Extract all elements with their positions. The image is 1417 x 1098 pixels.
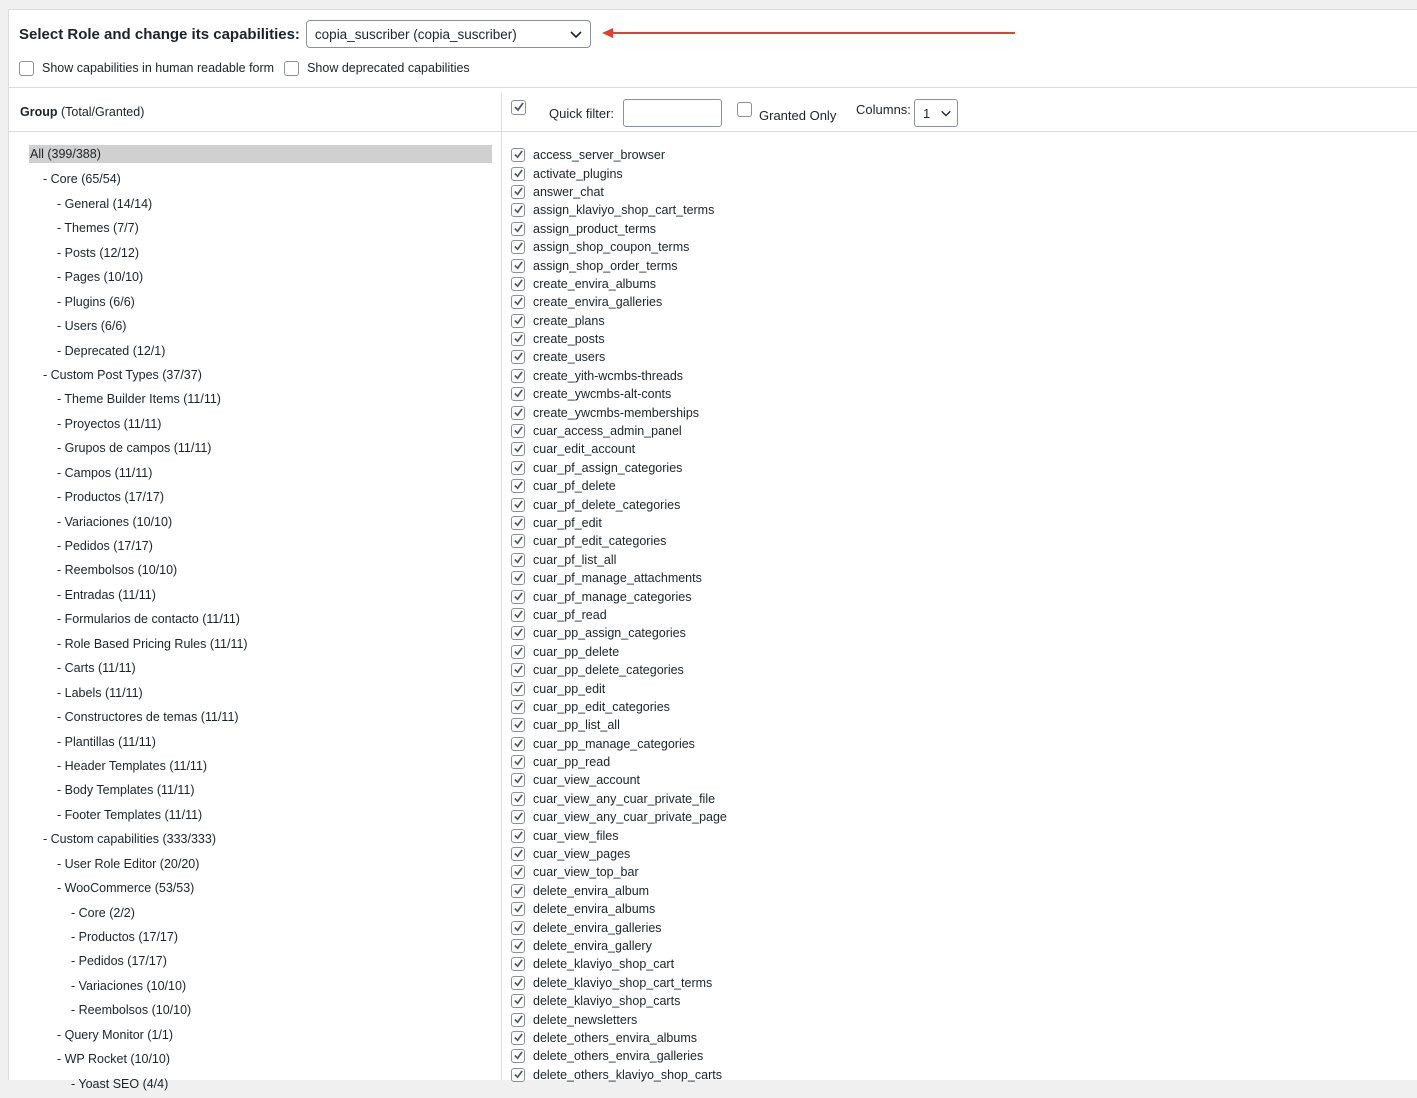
checkmark-icon: [513, 278, 524, 289]
role-select-label: Select Role and change its capabilities:: [19, 26, 300, 43]
capability-checkbox[interactable]: [511, 829, 525, 843]
capability-label: delete_klaviyo_shop_cart: [533, 957, 674, 971]
capability-checkbox[interactable]: [511, 957, 525, 971]
group-item[interactable]: - Reembolsos (10/10): [29, 1000, 492, 1024]
capability-checkbox[interactable]: [511, 755, 525, 769]
capability-item: [511, 477, 727, 495]
capability-label: delete_klaviyo_shop_cart_terms: [533, 976, 712, 990]
checkmark-icon: [513, 370, 524, 381]
deprecated-checkbox[interactable]: [284, 61, 299, 76]
checkmark-icon: [513, 149, 524, 160]
checkmark-icon: [513, 223, 524, 234]
checkmark-icon: [513, 296, 524, 307]
group-item[interactable]: - Custom Post Types (37/37): [29, 365, 492, 389]
checkmark-icon: [513, 168, 524, 179]
checkmark-icon: [513, 1032, 524, 1043]
capability-label: cuar_pp_manage_categories: [533, 737, 695, 751]
checkmark-icon: [513, 462, 524, 473]
capability-item: [511, 551, 727, 569]
capability-item: [511, 606, 727, 624]
capability-label: cuar_pf_assign_categories: [533, 461, 682, 475]
capability-label: assign_shop_coupon_terms: [533, 240, 689, 254]
columns-select[interactable]: [914, 99, 958, 127]
capability-checkbox[interactable]: [511, 773, 525, 787]
capability-label: cuar_pp_list_all: [533, 718, 620, 732]
capability-item: [511, 514, 727, 532]
capability-label: cuar_view_top_bar: [533, 865, 639, 879]
capability-label: create_ywcmbs-memberships: [533, 406, 699, 420]
capability-label: create_yith-wcmbs-threads: [533, 369, 683, 383]
group-header-title: Group: [20, 105, 58, 119]
capability-item: [511, 183, 727, 201]
capability-checkbox[interactable]: [511, 700, 525, 714]
checkmark-icon: [513, 315, 524, 326]
capability-checkbox[interactable]: [511, 1031, 525, 1045]
checkmark-icon: [513, 811, 524, 822]
capability-checkbox[interactable]: [511, 479, 525, 493]
capability-checkbox[interactable]: [511, 350, 525, 364]
capability-label: cuar_edit_account: [533, 442, 635, 456]
capability-item: [511, 808, 727, 826]
capability-checkbox[interactable]: [511, 626, 525, 640]
group-item[interactable]: - Core (65/54): [29, 169, 492, 193]
human-readable-label: Show capabilities in human readable form: [42, 61, 274, 75]
group-item[interactable]: - Theme Builder Items (11/11): [29, 389, 492, 413]
columns-value: 1: [923, 106, 930, 121]
capability-label: create_envira_albums: [533, 277, 656, 291]
select-all-checkbox[interactable]: [511, 100, 526, 115]
capability-item: [511, 348, 727, 366]
capability-label: create_users: [533, 350, 605, 364]
capability-item: [511, 587, 727, 605]
group-item[interactable]: - Labels (11/11): [29, 683, 492, 707]
capability-checkbox[interactable]: [511, 976, 525, 990]
checkmark-icon: [513, 627, 524, 638]
capability-checkbox[interactable]: [511, 185, 525, 199]
capability-checkbox[interactable]: [511, 222, 525, 236]
capability-label: delete_klaviyo_shop_carts: [533, 994, 680, 1008]
group-tree: [29, 145, 492, 1098]
capability-item: [511, 532, 727, 550]
capability-checkbox[interactable]: [511, 939, 525, 953]
group-item[interactable]: - Reembolsos (10/10): [29, 560, 492, 584]
arrow-annotation-icon: [602, 27, 1022, 39]
role-editor-panel: [8, 9, 1417, 1080]
group-item[interactable]: - Pedidos (17/17): [29, 951, 492, 975]
capability-item: [511, 330, 727, 348]
capability-label: cuar_pf_edit: [533, 516, 602, 530]
capability-checkbox[interactable]: [511, 682, 525, 696]
checkmark-icon: [513, 407, 524, 418]
group-header: [20, 105, 144, 119]
capability-label: cuar_view_any_cuar_private_file: [533, 792, 715, 806]
capability-checkbox[interactable]: [511, 461, 525, 475]
checkmark-icon: [513, 517, 524, 528]
capability-checkbox[interactable]: [511, 847, 525, 861]
checkmark-icon: [513, 333, 524, 344]
role-select-row: [19, 19, 591, 49]
capability-label: cuar_pf_edit_categories: [533, 534, 666, 548]
capability-label: cuar_pp_assign_categories: [533, 626, 686, 640]
capability-item: [511, 569, 727, 587]
capability-label: create_envira_galleries: [533, 295, 662, 309]
capability-label: cuar_pf_delete: [533, 479, 616, 493]
checkmark-icon: [513, 738, 524, 749]
capability-item: [511, 643, 727, 661]
checkmark-icon: [513, 774, 524, 785]
checkmark-icon: [513, 241, 524, 252]
group-item[interactable]: - Custom capabilities (333/333): [29, 829, 492, 853]
group-item[interactable]: - Themes (7/7): [29, 218, 492, 242]
capability-checkbox[interactable]: [511, 571, 525, 585]
checkmark-icon: [513, 958, 524, 969]
capability-label: cuar_pp_delete_categories: [533, 663, 684, 677]
capability-label: activate_plugins: [533, 167, 623, 181]
capability-item: [511, 826, 727, 844]
chevron-down-icon: [569, 27, 583, 41]
capability-item: [511, 1047, 727, 1065]
capability-checkbox[interactable]: [511, 277, 525, 291]
capability-item: [511, 790, 727, 808]
deprecated-label: Show deprecated capabilities: [307, 61, 470, 75]
capability-checkbox[interactable]: [511, 369, 525, 383]
capability-checkbox[interactable]: [511, 516, 525, 530]
group-item[interactable]: - User Role Editor (20/20): [29, 854, 492, 878]
group-item[interactable]: - Carts (11/11): [29, 658, 492, 682]
granted-only-label: Granted Only: [759, 108, 836, 123]
checkmark-icon: [513, 443, 524, 454]
capability-checkbox[interactable]: [511, 295, 525, 309]
capability-label: assign_product_terms: [533, 222, 656, 236]
capability-label: delete_newsletters: [533, 1013, 637, 1027]
group-item[interactable]: - Users (6/6): [29, 316, 492, 340]
checkmark-icon: [513, 866, 524, 877]
capability-checkbox[interactable]: [511, 314, 525, 328]
capability-item: [511, 992, 727, 1010]
capability-item: [511, 863, 727, 881]
capability-item: [511, 440, 727, 458]
checkmark-icon: [513, 848, 524, 859]
capability-label: delete_others_envira_galleries: [533, 1049, 703, 1063]
checkmark-icon: [513, 499, 524, 510]
group-item[interactable]: - Formularios de contacto (11/11): [29, 609, 492, 633]
capability-checkbox[interactable]: [511, 442, 525, 456]
capability-label: cuar_access_admin_panel: [533, 424, 682, 438]
capability-item: [511, 495, 727, 513]
capability-item: [511, 403, 727, 421]
checkmark-icon: [513, 609, 524, 620]
group-item[interactable]: All (399/388): [29, 145, 492, 163]
group-item[interactable]: - Query Monitor (1/1): [29, 1025, 492, 1049]
capability-checkbox[interactable]: [511, 865, 525, 879]
capability-checkbox[interactable]: [511, 534, 525, 548]
checkmark-icon: [513, 940, 524, 951]
checkmark-icon: [513, 260, 524, 271]
group-item[interactable]: - Campos (11/11): [29, 463, 492, 487]
capability-label: create_plans: [533, 314, 605, 328]
group-item[interactable]: - Header Templates (11/11): [29, 756, 492, 780]
checkmark-icon: [513, 683, 524, 694]
capability-checkbox[interactable]: [511, 718, 525, 732]
group-item[interactable]: - Constructores de temas (11/11): [29, 707, 492, 731]
capability-label: create_ywcmbs-alt-conts: [533, 387, 671, 401]
capability-label: assign_shop_order_terms: [533, 259, 678, 273]
capability-label: delete_envira_galleries: [533, 921, 662, 935]
capability-item: [511, 698, 727, 716]
checkmark-icon: [513, 101, 525, 113]
checkmark-icon: [513, 719, 524, 730]
capability-item: [511, 661, 727, 679]
capability-label: delete_others_envira_albums: [533, 1031, 697, 1045]
group-item[interactable]: - Pages (10/10): [29, 267, 492, 291]
capability-label: cuar_pf_delete_categories: [533, 498, 680, 512]
group-item[interactable]: - Variaciones (10/10): [29, 512, 492, 536]
group-item[interactable]: - Entradas (11/11): [29, 585, 492, 609]
capability-item: [511, 753, 727, 771]
checkmark-icon: [513, 480, 524, 491]
checkmark-icon: [513, 646, 524, 657]
group-item[interactable]: - General (14/14): [29, 194, 492, 218]
capability-item: [511, 937, 727, 955]
capability-label: cuar_pp_edit: [533, 682, 605, 696]
quick-filter-label: Quick filter:: [549, 106, 614, 121]
capability-label: answer_chat: [533, 185, 604, 199]
capability-item: [511, 422, 727, 440]
capability-item: [511, 238, 727, 256]
human-readable-checkbox[interactable]: [19, 61, 34, 76]
capability-checkbox[interactable]: [511, 663, 525, 677]
capability-checkbox[interactable]: [511, 553, 525, 567]
quick-filter-input[interactable]: [623, 99, 722, 127]
capability-checkbox[interactable]: [511, 792, 525, 806]
checkmark-icon: [513, 572, 524, 583]
group-item[interactable]: - Body Templates (11/11): [29, 780, 492, 804]
capability-item: [511, 164, 727, 182]
capability-label: cuar_view_any_cuar_private_page: [533, 810, 727, 824]
capability-item: [511, 918, 727, 936]
capability-item: [511, 459, 727, 477]
checkmark-icon: [513, 204, 524, 215]
capability-item: [511, 900, 727, 918]
group-item[interactable]: - WP Rocket (10/10): [29, 1049, 492, 1073]
checkmark-icon: [513, 903, 524, 914]
capability-item: [511, 771, 727, 789]
checkmark-icon: [513, 186, 524, 197]
checkmark-icon: [513, 1050, 524, 1061]
capability-item: [511, 974, 727, 992]
columns-label: Columns:: [856, 102, 911, 117]
group-item[interactable]: - Grupos de campos (11/11): [29, 438, 492, 462]
capability-label: cuar_pf_list_all: [533, 553, 616, 567]
capability-item: [511, 955, 727, 973]
chevron-down-icon: [940, 107, 952, 119]
divider: [9, 87, 1417, 88]
capability-item: [511, 845, 727, 863]
group-item[interactable]: - Yoast SEO (4/4): [29, 1074, 492, 1098]
capability-checkbox[interactable]: [511, 994, 525, 1008]
capability-checkbox[interactable]: [511, 608, 525, 622]
capability-item: [511, 1029, 727, 1047]
group-item[interactable]: - Posts (12/12): [29, 243, 492, 267]
capability-item: [511, 882, 727, 900]
capability-item: [511, 220, 727, 238]
capability-label: cuar_pp_delete: [533, 645, 619, 659]
human-readable-option[interactable]: [19, 61, 274, 76]
group-item[interactable]: - Variaciones (10/10): [29, 976, 492, 1000]
checkmark-icon: [513, 554, 524, 565]
deprecated-option[interactable]: [284, 61, 470, 76]
group-item[interactable]: - Productos (17/17): [29, 927, 492, 951]
capability-label: cuar_pp_read: [533, 755, 610, 769]
capability-label: delete_others_klaviyo_shop_carts: [533, 1068, 722, 1082]
group-header-subtitle: (Total/Granted): [61, 105, 144, 119]
capability-label: cuar_view_pages: [533, 847, 630, 861]
checkmark-icon: [513, 388, 524, 399]
capability-item: [511, 312, 727, 330]
capability-checkbox[interactable]: [511, 1049, 525, 1063]
checkmark-icon: [513, 425, 524, 436]
capability-checkbox[interactable]: [511, 203, 525, 217]
capability-checkbox[interactable]: [511, 902, 525, 916]
group-item[interactable]: - Proyectos (11/11): [29, 414, 492, 438]
capability-checkbox[interactable]: [511, 406, 525, 420]
capability-label: delete_envira_albums: [533, 902, 655, 916]
divider: [9, 131, 1417, 132]
capability-item: [511, 385, 727, 403]
capabilities-list: [511, 146, 727, 1084]
capability-item: [511, 201, 727, 219]
capability-checkbox[interactable]: [511, 167, 525, 181]
capability-checkbox[interactable]: [511, 148, 525, 162]
role-dropdown-value: copia_suscriber (copia_suscriber): [315, 27, 517, 42]
group-item[interactable]: - Plantillas (11/11): [29, 732, 492, 756]
capability-checkbox[interactable]: [511, 259, 525, 273]
capability-item: [511, 367, 727, 385]
checkmark-icon: [513, 664, 524, 675]
capability-checkbox[interactable]: [511, 737, 525, 751]
options-row: [19, 59, 480, 77]
capability-item: [511, 624, 727, 642]
group-item[interactable]: - Pedidos (17/17): [29, 536, 492, 560]
checkmark-icon: [513, 793, 524, 804]
capability-item: [511, 679, 727, 697]
capability-checkbox[interactable]: [511, 332, 525, 346]
capability-item: [511, 1010, 727, 1028]
capability-label: cuar_pf_manage_attachments: [533, 571, 702, 585]
capability-checkbox[interactable]: [511, 810, 525, 824]
group-item[interactable]: - Core (2/2): [29, 903, 492, 927]
checkmark-icon: [513, 922, 524, 933]
checkmark-icon: [513, 351, 524, 362]
capability-checkbox[interactable]: [511, 424, 525, 438]
checkmark-icon: [513, 995, 524, 1006]
checkmark-icon: [513, 591, 524, 602]
capability-item: [511, 275, 727, 293]
column-divider: [501, 93, 502, 1080]
checkmark-icon: [513, 1014, 524, 1025]
group-item[interactable]: - WooCommerce (53/53): [29, 878, 492, 902]
capability-label: cuar_pf_read: [533, 608, 607, 622]
capability-checkbox[interactable]: [511, 884, 525, 898]
capability-label: cuar_view_account: [533, 773, 640, 787]
capability-checkbox[interactable]: [511, 498, 525, 512]
capability-item: [511, 293, 727, 311]
capability-item: [511, 735, 727, 753]
capability-label: cuar_pp_edit_categories: [533, 700, 670, 714]
capability-label: cuar_view_files: [533, 829, 618, 843]
checkmark-icon: [513, 535, 524, 546]
capability-label: cuar_pf_manage_categories: [533, 590, 691, 604]
checkmark-icon: [513, 977, 524, 988]
capability-checkbox[interactable]: [511, 645, 525, 659]
capability-label: access_server_browser: [533, 148, 665, 162]
capability-item: [511, 256, 727, 274]
capability-label: create_posts: [533, 332, 605, 346]
checkmark-icon: [513, 1069, 524, 1080]
checkmark-icon: [513, 701, 524, 712]
role-dropdown[interactable]: [306, 20, 591, 48]
capability-item: [511, 716, 727, 734]
checkmark-icon: [513, 885, 524, 896]
group-item[interactable]: - Deprecated (12/1): [29, 341, 492, 365]
checkmark-icon: [513, 756, 524, 767]
capability-checkbox[interactable]: [511, 1013, 525, 1027]
group-item[interactable]: - Footer Templates (11/11): [29, 805, 492, 829]
checkmark-icon: [513, 830, 524, 841]
capability-checkbox[interactable]: [511, 387, 525, 401]
capability-checkbox[interactable]: [511, 240, 525, 254]
capability-label: assign_klaviyo_shop_cart_terms: [533, 203, 714, 217]
capability-checkbox[interactable]: [511, 921, 525, 935]
capability-label: delete_envira_album: [533, 884, 649, 898]
capability-item: [511, 146, 727, 164]
capability-item: [511, 1066, 727, 1084]
group-item[interactable]: - Plugins (6/6): [29, 292, 492, 316]
granted-only-checkbox[interactable]: [737, 102, 752, 117]
capability-label: delete_envira_gallery: [533, 939, 652, 953]
filter-bar: [511, 98, 1417, 128]
group-item[interactable]: - Productos (17/17): [29, 487, 492, 511]
capability-checkbox[interactable]: [511, 590, 525, 604]
group-item[interactable]: - Role Based Pricing Rules (11/11): [29, 634, 492, 658]
